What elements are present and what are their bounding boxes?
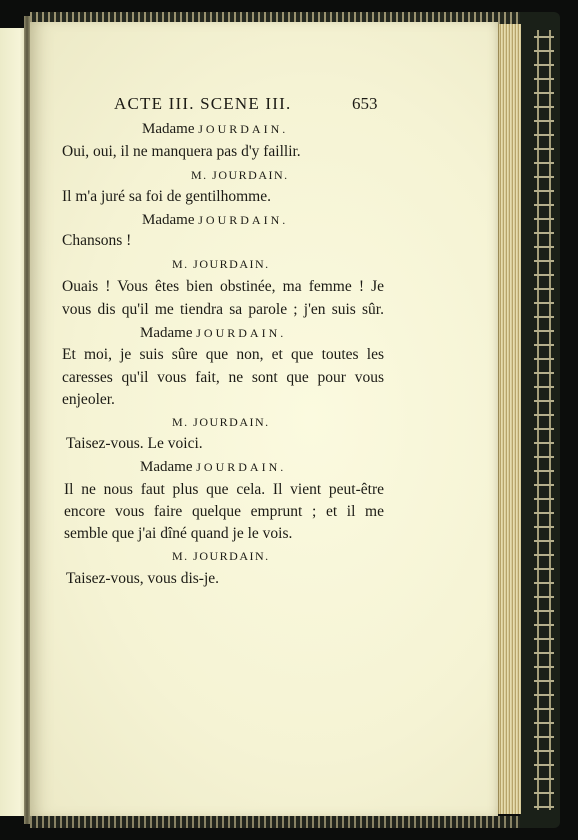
page-fore-edge [498,24,521,814]
speaker-heading [140,325,286,342]
speaker-prefix: Madame [142,121,195,137]
dialogue-line: Chansons ! [62,232,132,249]
dialogue-line: Ouais ! Vous êtes bien obstinée, ma femme ! Je [62,278,384,295]
dialogue-line: enjeoler. [62,391,115,408]
dialogue-line: Et moi, je suis sûre que non, et que toutes les [62,346,384,363]
dialogue-line: caresses qu'il vous fait, ne sont que pour vous [62,369,384,386]
speaker-name: JOURDAIN. [196,326,287,340]
dialogue-line: Il ne nous faut plus que cela. Il vient peut-être [64,481,384,498]
speaker-name: JOURDAIN. [198,213,289,227]
cover-bottom-border [30,816,530,828]
speaker-heading: M. JOURDAIN. [191,168,289,182]
speaker-name: JOURDAIN. [196,460,287,474]
speaker-heading: M. JOURDAIN. [172,415,270,429]
book-page [30,22,498,816]
speaker-prefix: Madame [142,212,195,228]
running-title: ACTE III. SCENE III. [114,94,292,113]
page-number: 653 [352,94,378,113]
speaker-prefix: Madame [140,325,193,341]
speaker-heading: M. JOURDAIN. [172,549,270,563]
dialogue-line: Il m'a juré sa foi de gentilhomme. [62,188,271,205]
dialogue-line: Oui, oui, il ne manquera pas d'y faillir. [62,143,301,160]
speaker-name: JOURDAIN. [198,122,289,136]
speaker-heading [142,212,288,229]
speaker-heading: M. JOURDAIN. [172,257,270,271]
running-header [30,94,498,118]
dialogue-line: semble que j'ai dîné quand je le vois. [64,525,293,542]
dialogue-line: Taisez-vous. Le voici. [66,435,203,452]
dialogue-line: Taisez-vous, vous dis-je. [66,570,220,587]
speaker-heading [142,121,288,138]
cover-decorative-border [534,30,554,810]
speaker-heading [140,459,286,476]
dialogue-line: vous dis qu'il me tiendra sa parole ; j'en suis sûr. [62,301,384,318]
speaker-prefix: Madame [140,459,193,475]
dialogue-line: encore vous faire quelque emprunt ; et il me [64,503,384,520]
